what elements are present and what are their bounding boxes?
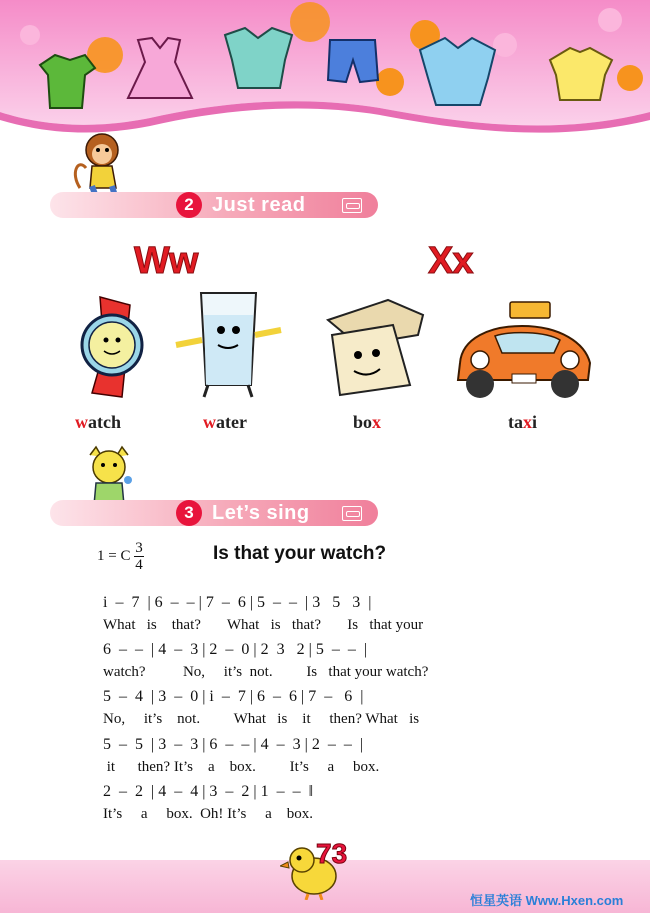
section-number-badge: 2	[176, 192, 202, 218]
letter-pair-xx: Xx	[428, 240, 473, 282]
lyrics-row: it then? It’s a box. It’s a box.	[103, 759, 380, 775]
word-taxi: taxi	[508, 412, 538, 432]
lyrics-row: What is that? What is that? Is that your	[103, 617, 424, 633]
watermark: 恒星英语 Www.Hxen.com	[470, 893, 624, 908]
clothes-illustration	[0, 0, 650, 135]
key-signature: 1 = C $\frac{3}{4}$	[97, 540, 143, 573]
word-watch: watch	[75, 412, 121, 432]
notation-row: 5 – 4 | 3 – 0 | i – 7 | 6 – 6 | 7 – 6 |	[103, 688, 364, 705]
cassette-tape-icon[interactable]	[342, 198, 362, 213]
notation-row: 6 – – | 4 – 3 | 2 – 0 | 2 3 2 | 5 – – |	[103, 641, 368, 658]
section-number-badge: 3	[176, 500, 202, 526]
section-title: Let’s sing	[212, 502, 310, 524]
section-title: Just read	[212, 194, 306, 216]
time-signature: $\frac{3}{4}$	[135, 540, 143, 573]
taxi-icon	[450, 298, 595, 403]
notation-row: 5 – 5 | 3 – 3 | 6 – – | 4 – 3 | 2 – – |	[103, 736, 364, 753]
lyrics-row: It’s a box. Oh! It’s a box.	[103, 806, 313, 822]
lyrics-row: No, it’s not. What is it then? What is	[103, 711, 420, 727]
letter-pair-ww: Ww	[134, 240, 198, 282]
cassette-tape-icon[interactable]	[342, 506, 362, 521]
notation-row: i – 7 | 6 – – | 7 – 6 | 5 – – | 3 5 3 |	[103, 594, 372, 611]
page-number: 73	[316, 838, 348, 869]
word-box: box	[353, 412, 382, 432]
box-icon	[318, 295, 428, 400]
notation-row: 2 – 2 | 4 – 4 | 3 – 2 | 1 – – ‖	[103, 783, 314, 800]
watch-icon	[70, 295, 160, 400]
word-water: water	[203, 412, 247, 432]
header-banner	[0, 0, 650, 135]
water-glass-icon	[166, 285, 291, 400]
song-title: Is that your watch?	[213, 543, 387, 564]
lyrics-row: watch? No, it’s not. Is that your watch?	[103, 664, 429, 680]
